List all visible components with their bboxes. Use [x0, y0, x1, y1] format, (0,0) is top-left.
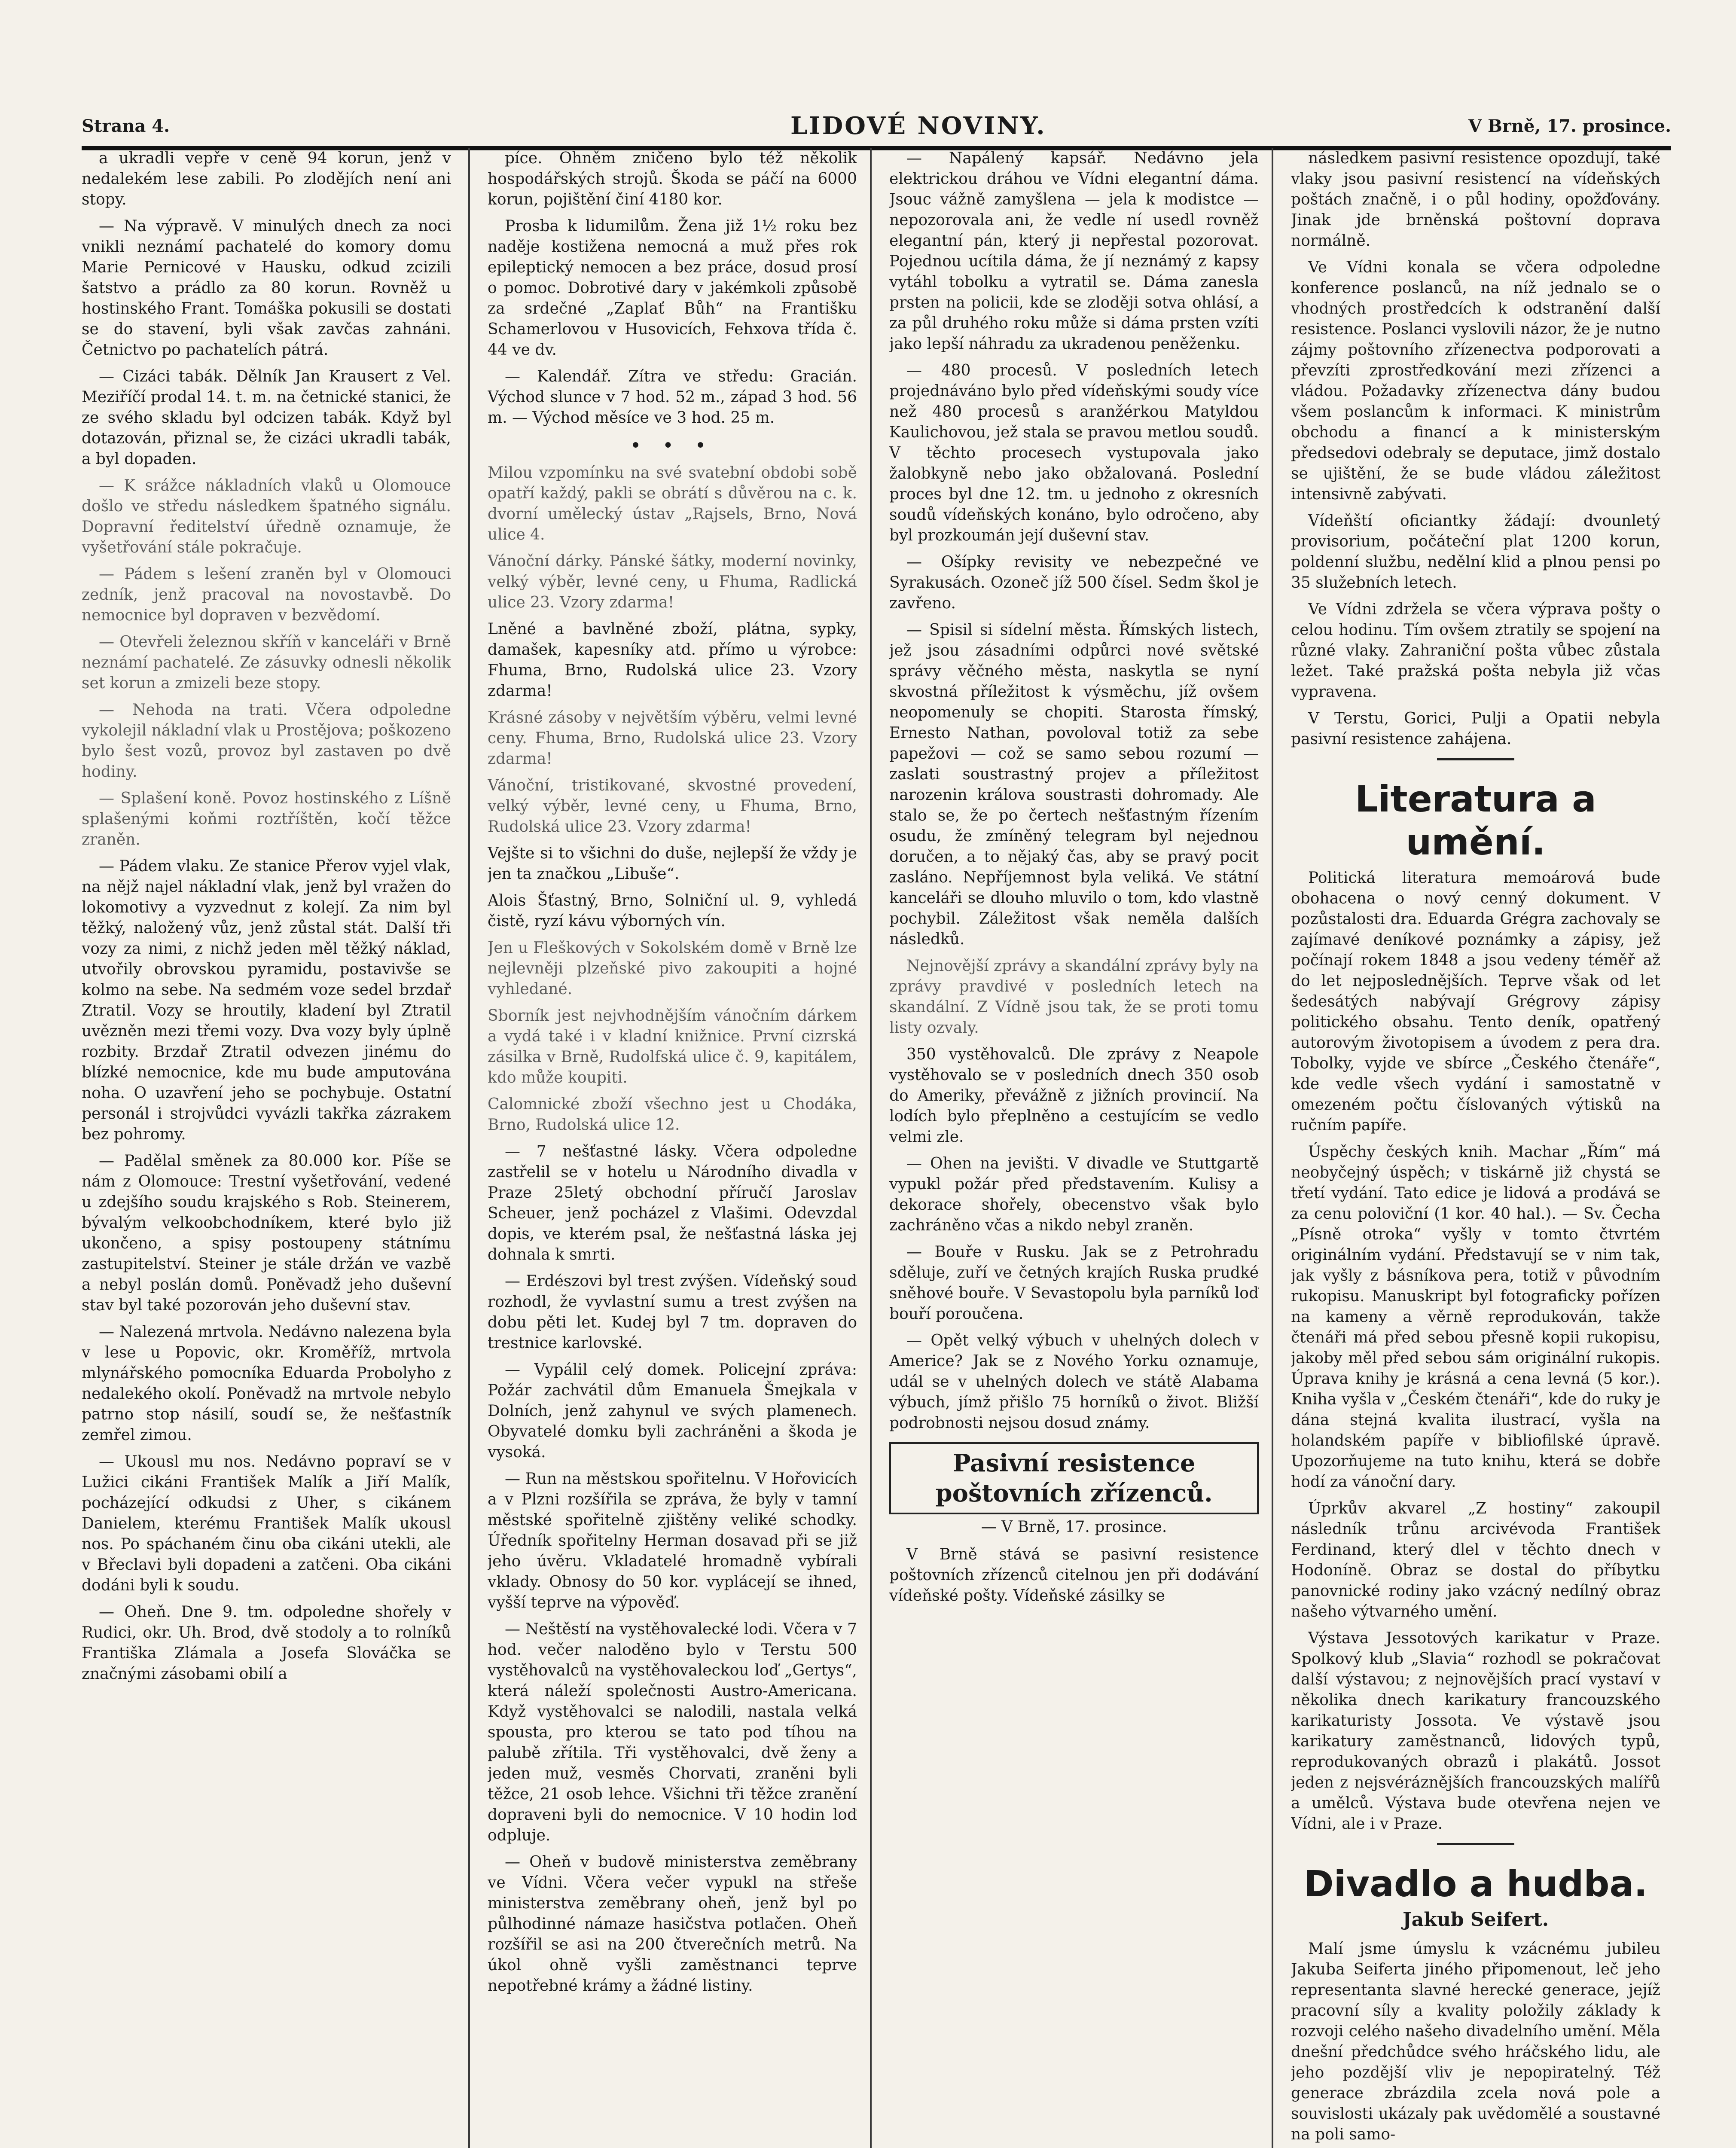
news-item: — Splašení koně. Povoz hostinského z Líšně splašenými koňmi roztříštěn, kočí těžce zraněn.	[82, 790, 451, 848]
news-item: následkem pasivní resistence opozdují, také vlaky jsou pasivní resistencí na vídeňských poštách značně, i o půl hodiny, opožďovány. Jinak jde brněnská poštovní doprava normálně.	[1291, 150, 1660, 250]
issue-date: V Brně, 17. prosince.	[1468, 116, 1671, 136]
news-item: — Ohen na jevišti. V divadle ve Stuttgartě vypukl požár před představením. Kulisy a dekorace shořely, obecenstvo však bylo zachráněno včas a nikdo nebyl zraněn.	[889, 1155, 1259, 1234]
news-item: 350 vystěhovalců. Dle zprávy z Neapole vystěhovalo se v posledních dnech 350 osob do Ameriky, převážně z jižních provincií. Na lodích bylo přeplněno a cestujícím se vedlo velmi zle.	[889, 1046, 1259, 1146]
news-item: píce. Ohněm zničeno bylo též několik hospodářských strojů. Škoda se páčí na 6000 korun, pojištění činí 4180 kor.	[488, 150, 857, 208]
news-item: — Bouře v Rusku. Jak se z Petrohradu sděluje, zuří ve četných krajích Ruska prudké sněhové bouře. V Sevastopolu byla parníků loď bouří poroučena.	[889, 1243, 1259, 1323]
news-item: Nejnovější zprávy a skandální zprávy byly na zprávy pravdivé v posledních letech na skandální. Z Vídně jsou tak, že se proti tomu listy ozvaly.	[889, 957, 1259, 1037]
columns	[82, 148, 1671, 2148]
news-item: V Terstu, Gorici, Pulji a Opatii nebyla pasivní resistence zahájena.	[1291, 710, 1660, 748]
news-item: — Ukousl mu nos. Nedávno popraví se v Lužici cikáni František Malík a Jiří Malík, pocházející odkudsi z Uher, s cikánem Danielem, kterému František Malík ukousl nos. Po spáchaném činu oba cikáni utekli, ale v Břeclavi byli dopadeni a zatčeni. Oba cikáni dodáni byli k soudu.	[82, 1453, 451, 1594]
advertisement: Calomnické zboží všechno jest u Chodáka, Brno, Rudolská ulice 12.	[488, 1095, 857, 1134]
advertisement: Jen u Fleškových v Sokolském domě v Brně lze nejlevněji plzeňské pivo zakoupiti a hojné vyhledané.	[488, 939, 857, 998]
news-item: — Pádem vlaku. Ze stanice Přerov vyjel vlak, na nějž najel nákladní vlak, jenž byl vražen do lokomotivy a vyzvednut z kolejí. Za nim byl těžký, naložený vůz, jenž zůstal stát. Další tři vozy za nimi, z nichž jeden měl těžký náklad, utvořily obrovskou pyramidu, postavivše se kolmo na sebe. Na sedmém voze sedel brzdař Ztratil. Vozy se hroutily, kladení byl Ztratil uvězněn mezi třemi vozy. Dva vozy byly úplně rozbity. Brzdař Ztratil odvezen jinému do blízké nemocnice, kde mu bude amputována noha. O uzavření jeho se pochybuje. Ostatní personál i strojvůdci vyvázli takřka zázrakem bez pohromy.	[82, 857, 451, 1143]
literature-item: Úspěchy českých knih. Machar „Řím“ má neobyčejný úspěch; v tiskárně již chystá se třetí vydání. Tato edice je lidová a prodává se za cenu poloviční (1 kor. 40 hal.). — Sv. Čecha „Písně otroka“ vyšly v tomto čtvrtém originálním vydání. Představují se v nim tak, jak vyšly z básníkova pera, totiž v původním rukopisu. Manuskript byl fotograficky pořízen na kameny a věrně reprodukován, takže čtenáři má před sebou přesně kopii rukopisu, jakoby měl před sebou sám originální rukopis. Úprava knihy je krásná a cena levná (5 kor.). Kniha vyšla v „Českém čtenáři“, kde do ruky je dána stejná kvalita ilustrací, vyšla na holandském papíře v bibliofilské úpravě. Upozorňujeme na tuto knihu, která se dobře hodí za vánoční dary.	[1291, 1143, 1660, 1491]
column-divider	[468, 148, 470, 2148]
article-headline-box: Pasivní resistence poštovních zřízenců.	[889, 1442, 1259, 1514]
advertisement: Krásné zásoby v největším výběru, velmi levné ceny. Fhuma, Brno, Rudolská ulice 23. Vzory zdarma!	[488, 709, 857, 768]
literature-item: Úprkův akvarel „Z hostiny“ zakoupil následník trůnu arcivévoda František Ferdinand, který dlel v těchto dnech v Hodoníně. Obraz se dostal do příbytku panovnické rodiny jako vzácný nedílný obraz našeho výtvarného umění.	[1291, 1500, 1660, 1620]
news-item: — K srážce nákladních vlaků u Olomouce došlo ve středu následkem špatného signálu. Dopravní ředitelství úředně oznamuje, že vyšetřování stále pokračuje.	[82, 477, 451, 556]
news-item: — Napálený kapsář. Nedávno jela elektrickou dráhou ve Vídni elegantní dáma. Jsouc vážně zamyšlena — jela k modistce — nepozorovala ani, že vedle ní usedl rovněž elegantní pán, který ji nepřestal pozorovat. Pojednou ucítila dáma, že jí neznámý z kapsy vytáhl tobolku a vytratil se. Dáma zanesla prsten na policii, kde se zloději sotva ohlásí, a za půl druhého roku může si dáma prsten vzíti jako lepší náhradu za ukradenou peněženku.	[889, 150, 1259, 353]
news-item: a ukradli vepře v ceně 94 korun, jenž v nedalekém lese zabili. Po zlodějích není ani stopy.	[82, 150, 451, 208]
news-item: — Nehoda na trati. Včera odpoledne vykolejil nákladní vlak u Prostějova; poškozeno bylo šest vozů, provoz byl zastaven po dvě hodiny.	[82, 701, 451, 781]
section-divider	[1437, 1843, 1514, 1845]
news-item: — Erdészovi byl trest zvýšen. Vídeňský soud rozhodl, že vyvlastní sumu a trest zvýšen na dobu pěti let. Kudej byl 7 tm. dopraven do trestnice karlovské.	[488, 1272, 857, 1352]
masthead-title: LIDOVÉ NOVINY.	[790, 112, 1046, 140]
column-divider	[870, 148, 872, 2148]
article-dateline: — V Brně, 17. prosince.	[981, 1518, 1167, 1536]
column-4	[1291, 148, 1660, 2148]
section-heading-literatura: Literatura a umění.	[1355, 778, 1596, 863]
news-item: — Neštěstí na vystěhovalecké lodi. Včera v 7 hod. večer naloděno bylo v Terstu 500 vystěhovalců na vystěhovaleckou loď „Gertys“, která náleží společnosti Austro-Americana. Když vystěhovalci se nalodili, nastala velká spousta, pro kterou se tato pod tíhou na palubě zřítila. Tři vystěhovalci, dvě ženy a jeden muž, vesměs Chorvati, zraněni byli těžce, 21 osob lehce. Všichni tři těžce zranění dopraveni byli do nemocnice. V 10 hodin loď odpluje.	[488, 1620, 857, 1844]
section-divider	[1437, 758, 1514, 760]
stars-separator: • • •	[630, 436, 714, 455]
advertisement: Milou vzpomínku na své svatební obdobi sobě opatří každý, pakli se obrátí s důvěrou na c. k. dvorní umělecký ústav „Rajsels, Brno, Nová ulice 4.	[488, 464, 857, 543]
article-body: V Brně stává se pasivní resistence poštovních zřízenců citelnou jen při dodávání vídeňské pošty. Vídeňské zásilky se	[889, 1546, 1259, 1605]
news-item: — Padělal směnek za 80.000 kor. Píše se nám z Olomouce: Trestní vyšetřování, vedené u zdejšího soudu krajského s Rob. Steinerem, bývalým velkoobchodníkem, které bylo již ukončeno, a spisy postoupeny státnímu zastupitelství. Steiner je stále držán ve vazbě a nebyl poslán domů. Poněvadž jeho duševní stav byl také pozorován jeho duševní stav.	[82, 1152, 451, 1314]
advertisement: Lněné a bavlněné zboží, plátna, sypky, damašek, kapesníky atd. přímo u výrobce: Fhuma, Brno, Rudolská ulice 23. Vzory zdarma!	[488, 620, 857, 700]
news-item: — Spisil si sídelní města. Římských listech, jež jsou zásadními odpůrci nové světské správy věčného města, naskytla se nyní skvostná příležitost k výsměchu, jíž ovšem neopomenuly se chopiti. Starosta římský, Ernesto Nathan, povoloval totiž za sebe papežovi — což se samo sebou rozumí — zaslati soustrastný projev a příležitost narozenin králova soustrasti dohromady. Ale stalo se, že po čertech nešťastným řízením osudu, že zmíněný telegram byl nejednou doručen, a to nějaký čas, aby se pravý pocit zasláno. Nepříjemnost byla veliká. Ve státní kanceláři se dlouho mluvilo o tom, kdo vlastně pochybil. Záležitost však neměla dalších následků.	[889, 621, 1259, 948]
page-number: Strana 4.	[82, 116, 170, 136]
article-subtitle: Jakub Seifert.	[1402, 1909, 1549, 1931]
news-item: — Na výpravě. V minulých dnech za noci vnikli neznámí pachatelé do komory domu Marie Pernicové v Hausku, odkud zcizili šatstvo a prádlo za 80 korun. Rovněž u hostinského Frant. Tomáška pokusili se dostati se do stavení, byli však zavčas zahnáni. Četnictvo po pachatelích pátrá.	[82, 217, 451, 359]
news-item: — Vypálil celý domek. Policejní zpráva: Požár zachvátil dům Emanuela Šmejkala v Dolních, jenž zahynul ve svých plamenech. Obyvatelé domku byli zachráněni a škoda je vysoká.	[488, 1361, 857, 1461]
literature-item: Výstava Jessotových karikatur v Praze. Spolkový klub „Slavia“ rozhodl se pokračovat další výstavou; z nejnovějších prací vystaví v několika dnech karikatury francouzského karikaturisty Jossota. Ve výstavě jsou karikatury zaměstnanců, lidových typů, reprodukovaných obrazů i plakátů. Jossot jeden z nejsvéráznějších francouzských malířů a umělců. Výstava bude otevřena nejen ve Vídni, ale i v Praze.	[1291, 1629, 1660, 1833]
news-item: — Cizáci tabák. Dělník Jan Krausert z Vel. Meziříčí prodal 14. t. m. na četnické stanici, že ze svého skladu byl odcizen tabák. Když byl dotazován, přiznal se, že cizáci ukradli tabák, a byl dopaden.	[82, 368, 451, 468]
news-item: — Oheň v budově ministerstva zeměbrany ve Vídni. Včera večer vypukl na střeše ministerstva zeměbrany oheň, jenž byl po půlhodinné námaze hasičstva potlačen. Oheň rozšířil se asi na 200 čtverečních metrů. Na úkol ohně vyšli zaměstnanci teprve nepotřebné krámy a žádné listiny.	[488, 1853, 857, 1995]
news-item: — Opět velký výbuch v uhelných dolech v Americe? Jak se z Nového Yorku oznamuje, udál se v uhelných dolech ve státě Alabama výbuch, jímž přišlo 75 horníků o život. Bližší podrobnosti nejsou dosud známy.	[889, 1332, 1259, 1432]
article-body: Malí jsme úmyslu k vzácnému jubileu Jakuba Seiferta jiného připomenout, leč jeho representanta slavné herecké generace, jejíž pracovní síly a kvality položily základy k rozvoji celého našeho divadelního umění. Měla dnešní předchůdce svého hráčského lidu, ale jeho pozdější vliv je nepopiratelný. Též generace zbrázdila zcela nová pole a souvislosti ukázaly pak uvědomělé a soustavné na poli samo-	[1291, 1940, 1660, 2143]
advertisement: Vánoční dárky. Pánské šátky, moderní novinky, velký výběr, levné ceny, u Fhuma, Radlická ulice 23. Vzory zdarma!	[488, 552, 857, 611]
column-1	[82, 148, 451, 2148]
news-item: Ve Vídni konala se včera odpoledne konference poslanců, na níž jednalo se o vhodných prostředcích k odstranění další resistence. Poslanci vyslovili názor, že je nutno zájmy poštovního zřízenectva podporovati a převzíti zprostředkování mezi zřízenci a vládou. Požadavky zřízenectva dány budou všem poslancům k informaci. K ministrům obchodu a financí a k ministerským předsedovi odebraly se deputace, jimž dostalo se ujištění, že se bude vládou záležitost intensivně zabývati.	[1291, 259, 1660, 503]
advertisement: Sborník jest nejvhodnějším vánočním dárkem a vydá také i v kladní knižnice. První cizrská zásilka v Brně, Rudolfská ulice č. 9, kapitálem, kdo může koupiti.	[488, 1007, 857, 1086]
page-header	[82, 107, 1671, 150]
news-item: — Nalezená mrtvola. Nedávno nalezena byla v lese u Popovic, okr. Kroměříž, mrtvola mlynářského pomocníka Eduarda Probolyho z nedalekého okolí. Poněvadž na mrtvole nebylo patrno stop násilí, soudí se, že nešťastník zemřel zimou.	[82, 1323, 451, 1444]
literature-item: Politická literatura memoárová bude obohacena o nový cenný dokument. V pozůstalosti dra. Eduarda Grégra zachovaly se zajímavé deníkové poznámky a zápisy, jež počínají rokem 1848 a jsou vedeny téměř až do let nejposlednějších. Teprve však od let šedesátých nabývají Grégrovy zápisy politického obsahu. Tento deník, opatřený autorovým životopisem a úvodem z pera dra. Tobolky, vyjde ve sbírce „Českého čtenáře“, kde vedle všech vydání i samostatně v omezeném počtu číslovaných výtisků na ručním papíře.	[1291, 869, 1660, 1134]
news-item: Ve Vídni zdržela se včera výprava pošty o celou hodinu. Tím ovšem ztratily se spojení na různé vlaky. Zahraniční pošta vůbec zůstala ležet. Také pražská pošta nebyla již včas vypravena.	[1291, 601, 1660, 701]
news-item: Vídeňští oficiantky žádají: dvounletý provisorium, počáteční plat 1200 korun, poldenní službu, nedělní klid a plnou pensi po 35 služebních letech.	[1291, 512, 1660, 592]
news-item: — Oheň. Dne 9. tm. odpoledne shořely v Rudici, okr. Uh. Brod, dvě stodoly a to rolníků Františka Zlámala a Josefa Slováčka se značnými zásobami obilí a	[82, 1603, 451, 1683]
news-item: — Kalendář. Zítra ve středu: Gracián. Východ slunce v 7 hod. 52 m., západ 3 hod. 56 m. — Východ měsíce ve 3 hod. 25 m.	[488, 368, 857, 427]
advertisement: Vejšte si to všichni do duše, nejlepší že vždy je jen ta značkou „Libuše“.	[488, 845, 857, 883]
advertisement: Vánoční, tristikované, skvostné provedení, velký výběr, levné ceny, u Fhuma, Brno, Rudolská ulice 23. Vzory zdarma!	[488, 777, 857, 836]
news-item: — Ošípky revisity ve nebezpečné ve Syrakusách. Ozoneč jíž 500 čísel. Sedm škol je zavřeno.	[889, 553, 1259, 612]
news-item: — 7 nešťastné lásky. Včera odpoledne zastřelil se v hotelu u Národního divadla v Praze 25letý obchodní příručí Jaroslav Scheuer, jenž pocházel z Vlašimi. Odevzdal dopis, ve kterém psal, že nešťastná láska jej dohnala k smrti.	[488, 1143, 857, 1263]
section-heading-divadlo: Divadlo a hudba.	[1303, 1863, 1648, 1905]
news-item: — Pádem s lešení zraněn byl v Olomouci zedník, jenž pracoval na novostavbě. Do nemocnice byl dopraven v bezvědomí.	[82, 565, 451, 624]
news-item: — Run na městskou spořitelnu. V Hořovicích a v Plzni rozšířila se zpráva, že byly v tamní městské spořitelně zjištěny veliké schodky. Úředník spořitelny Herman dosavad při se již jeho úvěru. Vkladatelé hromadně vybírali vklady. Obnosy do 50 kor. vyplácejí se ihned, vyšší teprve na výpověď.	[488, 1470, 857, 1611]
column-2	[488, 148, 857, 2148]
news-item: — Otevřeli železnou skříň v kanceláři v Brně neznámí pachatelé. Ze zásuvky odnesli několik set korun a zmizeli beze stopy.	[82, 633, 451, 692]
column-3	[889, 148, 1259, 2148]
news-item: Prosba k lidumilům. Žena již 1½ roku bez naděje kostižena nemocná a muž přes rok epileptický nemocen a bez práce, dosud prosí o pomoc. Dobrotivé dary v jakémkoli způsobě za srdečné „Zaplať Bůh“ na Františku Schamerlovou v Husovicích, Fehxova třída č. 44 ve dv.	[488, 217, 857, 359]
column-divider	[1272, 148, 1273, 2148]
news-item: — 480 procesů. V posledních letech projednáváno bylo před vídeňskými soudy více než 480 procesů s aranžérkou Matyldou Kaulichovou, jež stala se pravou metlou soudů. V těchto procesech vystupovala jako žalobkyně nebo jako obžalovaná. Poslední proces byl dne 12. tm. u jednoho z okresních soudů vídeňských konáno, bylo odročeno, aby byl prozkoumán její duševní stav.	[889, 362, 1259, 544]
advertisement: Alois Šťastný, Brno, Solniční ul. 9, vyhledá čistě, ryzí kávu výborných vín.	[488, 892, 857, 930]
